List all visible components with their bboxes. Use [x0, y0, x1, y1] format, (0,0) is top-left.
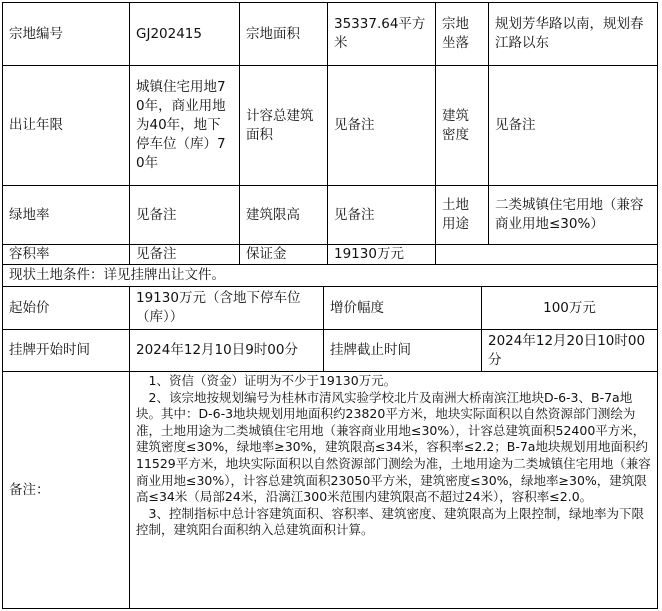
listing-start-label: 挂牌开始时间: [2, 329, 130, 372]
parcel-location-value: 规划芳华路以南，规划春江路以东: [488, 2, 658, 66]
floor-area-label: 计容总建筑面积: [239, 65, 328, 186]
parcel-area-label: 宗地面积: [239, 2, 328, 66]
density-value: 见备注: [488, 65, 658, 186]
term-value: 城镇住宅用地70年，商业用地为40年，地下停车位（库）70年: [129, 65, 240, 186]
land-use-value: 二类城镇住宅用地（兼容商业用地≤30%）: [488, 185, 658, 245]
remark-item: 1、资信（资金）证明为不少于19130万元。: [148, 373, 397, 388]
floor-area-value: 见备注: [327, 65, 436, 186]
start-price-value: 19130万元（含地下停车位（库））: [129, 286, 324, 330]
increment-value: 100万元: [481, 286, 658, 330]
green-value: 见备注: [129, 185, 240, 245]
green-label: 绿地率: [2, 185, 130, 245]
height-value: 见备注: [327, 185, 436, 245]
parcel-no-label: 宗地编号: [2, 2, 130, 66]
height-label: 建筑限高: [239, 185, 328, 245]
land-condition: 现状土地条件：详见挂牌出让文件。: [2, 264, 658, 287]
far-label: 容积率: [2, 244, 130, 265]
listing-end-value: 2024年12月20日10时00分: [481, 329, 658, 372]
far-value: 见备注: [129, 244, 240, 265]
land-use-label: 土地用途: [435, 185, 489, 245]
parcel-no-value: GJ202415: [129, 2, 240, 66]
remarks-content: [129, 371, 658, 609]
listing-end-label: 挂牌截止时间: [323, 329, 482, 372]
remark-item: 3、控制指标中总计容建筑面积、容积率、建筑密度、建筑限高为上限控制，绿地率为下限控制，建筑阳台面积纳入总建筑面积计算。: [136, 505, 644, 538]
start-price-label: 起始价: [2, 286, 130, 330]
parcel-location-label: 宗地坐落: [435, 2, 489, 66]
term-label: 出让年限: [2, 65, 130, 186]
deposit-value: 19130万元: [327, 244, 436, 265]
empty-cell: [435, 244, 658, 265]
increment-label: 增价幅度: [323, 286, 482, 330]
parcel-area-value: 35337.64平方米: [327, 2, 436, 66]
listing-start-value: 2024年12月10日9时00分: [129, 329, 324, 372]
density-label: 建筑密度: [435, 65, 489, 186]
remarks-label: 备注：: [2, 371, 130, 609]
remark-item: 2、该宗地按规划编号为桂林市清风实验学校北片及南洲大桥南滨江地块D-6-3、B-7a地块。其中：D-6-3地块规划用地面积约23820平方米，地块实际面积以自然资源部门测绘为准，土地用途为二类城镇住宅用地（兼容商业用地≤30%），计容总建筑面积52400平方米，建筑密度≤30%，绿地率≥30%，建筑限高≤34米，容积率≤2.2；B-7a地块规划用地面积约11529平方米，地块实际面积以自然资源部门测绘为准，土地用途为二类城镇住宅用地（兼容商业用地≤30%），计容总建筑面积23050平方米，建筑密度≤30%，绿地率≥30%，建筑限高≤34米（局部24米，沿漓江300米范围内建筑限高不超过24米），容积率≤2.0。: [136, 389, 651, 505]
deposit-label: 保证金: [239, 244, 328, 265]
